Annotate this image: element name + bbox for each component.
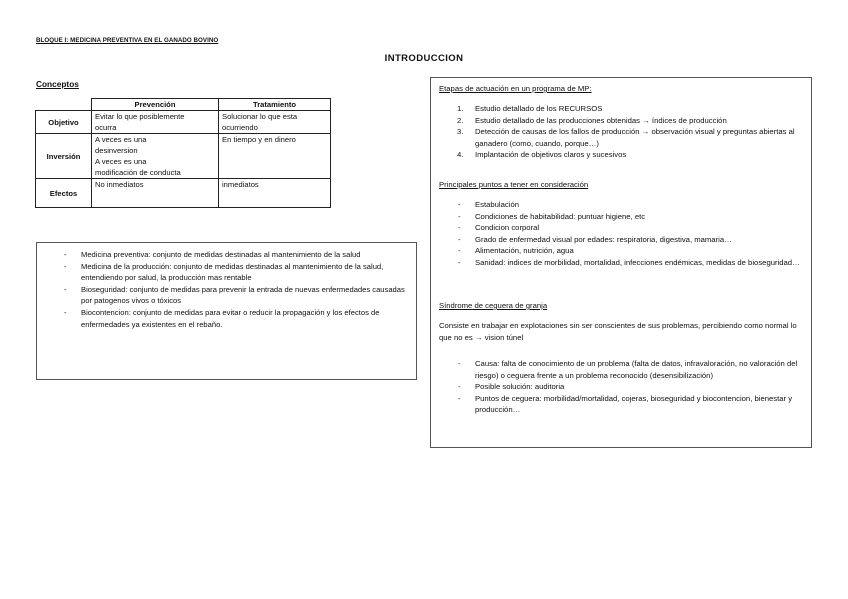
- conceptos-heading: Conceptos: [36, 79, 79, 89]
- table-cell: [92, 179, 219, 208]
- table-row: [36, 111, 331, 134]
- programa-mp-box: [430, 77, 812, 448]
- concepts-table: [35, 98, 331, 208]
- row-label-inversion: Inversión: [36, 134, 92, 179]
- list-item: - Puntos de ceguera: morbilidad/mortalidad, cojeras, bioseguridad y biocontencion, bienestar y producción…: [475, 393, 800, 416]
- list-item: [457, 149, 807, 161]
- list-item: - Estabulación: [475, 199, 805, 211]
- list-text: Estudio detallado de los RECURSOS: [475, 104, 603, 113]
- table-cell: [219, 179, 331, 208]
- list-item: - Medicina de la producción: conjunto de medidas destinadas al mantenimiento de la salud, entendiendo por salud, la producción mas rentable: [81, 261, 409, 284]
- table-row: [36, 179, 331, 208]
- list-item: - Alimentación, nutrición, agua: [475, 245, 805, 257]
- list-text: Estudio detallado de las producciones obtenidas → índices de producción: [475, 115, 727, 125]
- column-header-prevencion: Prevención: [92, 99, 219, 111]
- page-title: INTRODUCCION: [384, 53, 464, 64]
- puntos-title: Principales puntos a tener en consideración: [439, 180, 589, 189]
- ceguera-title: Síndrome de ceguera de granja: [439, 301, 548, 310]
- cell-line: ocurriendo: [222, 123, 258, 132]
- list-number: 2.: [457, 115, 464, 125]
- section-label: BLOQUE I: MEDICINA PREVENTIVA EN EL GANADO BOVINO: [36, 37, 219, 44]
- list-item: - Causa: falta de conocimiento de un problema (falta de datos, infravaloración, no valoración del riesgo) o ceguera frente a un problema reconocido (desensibilización): [475, 358, 800, 381]
- cell-line: A veces es una: [95, 157, 147, 166]
- cell-line: modificación de conducta: [95, 168, 181, 177]
- cell-line: En tiempo y en dinero: [222, 135, 296, 144]
- table-cell: [92, 134, 219, 179]
- table-header-row: [36, 99, 331, 111]
- row-label-efectos: Efectos: [36, 179, 92, 208]
- ceguera-list: [475, 358, 800, 416]
- cell-line: desinversion: [95, 146, 138, 155]
- definitions-list: [81, 249, 409, 330]
- list-number: 4.: [457, 150, 464, 159]
- list-item: - Bioseguridad: conjunto de medidas para prevenir la entrada de nuevas enfermedades causadas por patogenos vivos o tóxicos: [81, 284, 409, 307]
- table-cell: [92, 111, 219, 134]
- table-cell: [219, 111, 331, 134]
- list-item: - Posible solución: auditoria: [475, 381, 800, 393]
- cell-line: Evitar lo que posiblemente: [95, 112, 185, 121]
- list-item: [457, 115, 807, 127]
- list-number: 1.: [457, 104, 464, 113]
- cell-line: Solucionar lo que esta: [222, 112, 298, 121]
- ceguera-description: Consiste en trabajar en explotaciones sin ser conscientes de sus problemas, percibiendo como normal lo que no es → vision túnel: [439, 321, 797, 342]
- table-cell: [219, 134, 331, 179]
- cell-line: ocurra: [95, 123, 117, 132]
- list-item: - Condiciones de habitabilidad: puntuar higiene, etc: [475, 211, 805, 223]
- table-corner-cell: [36, 99, 92, 111]
- etapas-title: Etapas de actuación en un programa de MP:: [439, 84, 592, 93]
- list-item: - Medicina preventiva: conjunto de medidas destinadas al mantenimiento de la salud: [81, 249, 409, 261]
- list-item: - Condicion corporal: [475, 222, 805, 234]
- list-item: [457, 126, 807, 149]
- list-item: [457, 103, 807, 115]
- cell-line: inmediatos: [222, 180, 259, 189]
- list-text: Detección de causas de los fallos de producción → observación visual y preguntas abiertas al ganadero (como, cuando, porque…): [475, 127, 795, 148]
- etapas-list: [457, 103, 807, 161]
- column-header-tratamiento: Tratamiento: [219, 99, 331, 111]
- cell-line: A veces es una: [95, 135, 147, 144]
- list-item: - Sanidad: indices de morbilidad, mortalidad, infecciones endémicas, medidas de bioseguridad…: [475, 257, 805, 269]
- table-row: [36, 134, 331, 179]
- list-item: - Grado de enfermedad visual por edades: respiratoria, digestiva, mamaria…: [475, 234, 805, 246]
- row-label-objetivo: Objetivo: [36, 111, 92, 134]
- definitions-box: [36, 242, 417, 380]
- list-number: 3.: [457, 127, 464, 136]
- list-text: Implantación de objetivos claros y sucesivos: [475, 150, 627, 159]
- list-item: - Biocontencion: conjunto de medidas para evitar o reducir la propagación y los efectos de enfermedades ya existentes en el rebaño.: [81, 307, 409, 330]
- puntos-list: [475, 199, 805, 268]
- cell-line: No inmediatos: [95, 180, 144, 189]
